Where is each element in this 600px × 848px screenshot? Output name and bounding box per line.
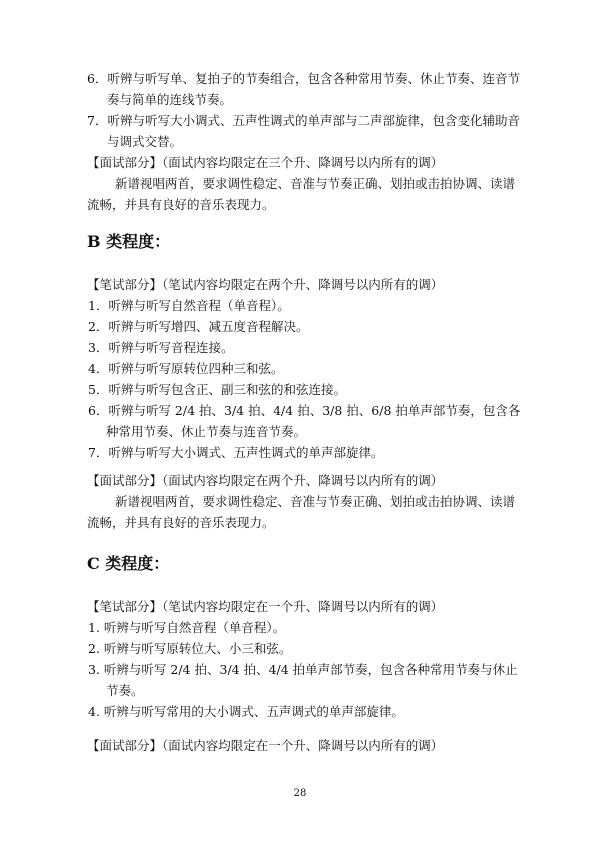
list-item-continuation: 奏与简单的连线节奏。: [107, 92, 233, 107]
written-label: 【笔试部分】: [87, 277, 163, 292]
list-item-continuation: 与调式交替。: [107, 134, 183, 149]
paragraph-line: 新谱视唱两首，要求调性稳定、音准与节奏正确、划拍或击拍协调、读谱: [115, 176, 516, 191]
section-heading: B 类程度：: [87, 232, 171, 251]
interview-header: [0, 152, 600, 173]
paragraph-line: 流畅，并具有良好的音乐表现力。: [87, 197, 275, 212]
section-a-interview: [0, 152, 600, 215]
list-item: 6．听辨与听写 2/4 拍、3/4 拍、4/4 拍、3/8 拍、6/8 拍单声部节奏，包含各: [88, 403, 521, 418]
list-item: 5．听辨与听写包含正、副三和弦的和弦连接。: [88, 382, 346, 397]
section-c-interview: [0, 735, 600, 756]
list-item: 6．听辨与听写单、复拍子的节奏组合，包含各种常用节奏、休止节奏、连音节: [87, 71, 520, 86]
interview-header: [0, 470, 600, 491]
list-item-continuation: 种常用节奏、休止节奏与连音节奏。: [106, 424, 307, 439]
section-heading: C 类程度：: [87, 554, 170, 573]
list-item-continuation: 节奏。: [106, 683, 144, 698]
section-a-items: [0, 68, 600, 152]
written-header: [0, 596, 600, 617]
interview-note: （面试内容均限定在三个升、降调号以内所有的调）: [162, 155, 444, 170]
section-b-written: [0, 274, 600, 463]
written-label: 【笔试部分】: [87, 599, 163, 614]
list-item: 1. 听辨与听写自然音程（单音程）。: [88, 620, 286, 635]
interview-label: 【面试部分】: [87, 155, 163, 170]
list-item: 4. 听辨与听写常用的大小调式、五声调式的单声部旋律。: [88, 704, 404, 719]
list-item: 7．听辨与听写大小调式、五声性调式的单声部与二声部旋律，包含变化辅助音: [87, 113, 520, 128]
page-number: 28: [293, 788, 307, 799]
paragraph-line: 流畅，并具有良好的音乐表现力。: [87, 515, 275, 530]
interview-label: 【面试部分】: [87, 473, 163, 488]
written-note: （笔试内容均限定在两个升、降调号以内所有的调）: [162, 277, 444, 292]
interview-header: [0, 735, 600, 756]
list-item: 4．听辨与听写原转位四种三和弦。: [88, 361, 284, 376]
interview-label: 【面试部分】: [87, 738, 163, 753]
interview-note: （面试内容均限定在一个升、降调号以内所有的调）: [162, 738, 444, 753]
written-header: [0, 274, 600, 295]
list-item: 2．听辨与听写增四、减五度音程解决。: [88, 319, 309, 334]
section-b-interview: [0, 470, 600, 533]
section-c-written: [0, 596, 600, 722]
list-item: 7．听辨与听写大小调式、五声性调式的单声部旋律。: [88, 445, 384, 460]
section-b-heading-wrap: [0, 230, 600, 254]
list-item: 3. 听辨与听写 2/4 拍、3/4 拍、4/4 拍单声部节奏，包含各种常用节奏与休止: [88, 662, 518, 677]
list-item: 1．听辨与听写自然音程（单音程）。: [88, 298, 290, 313]
written-note: （笔试内容均限定在一个升、降调号以内所有的调）: [162, 599, 444, 614]
paragraph-line: 新谱视唱两首，要求调性稳定、音准与节奏正确、划拍或击拍协调、读谱: [115, 494, 516, 509]
list-item: 3．听辨与听写音程连接。: [88, 340, 234, 355]
section-c-heading-wrap: [0, 552, 600, 576]
list-item: 2. 听辨与听写原转位大、小三和弦。: [88, 641, 292, 656]
interview-note: （面试内容均限定在两个升、降调号以内所有的调）: [162, 473, 444, 488]
